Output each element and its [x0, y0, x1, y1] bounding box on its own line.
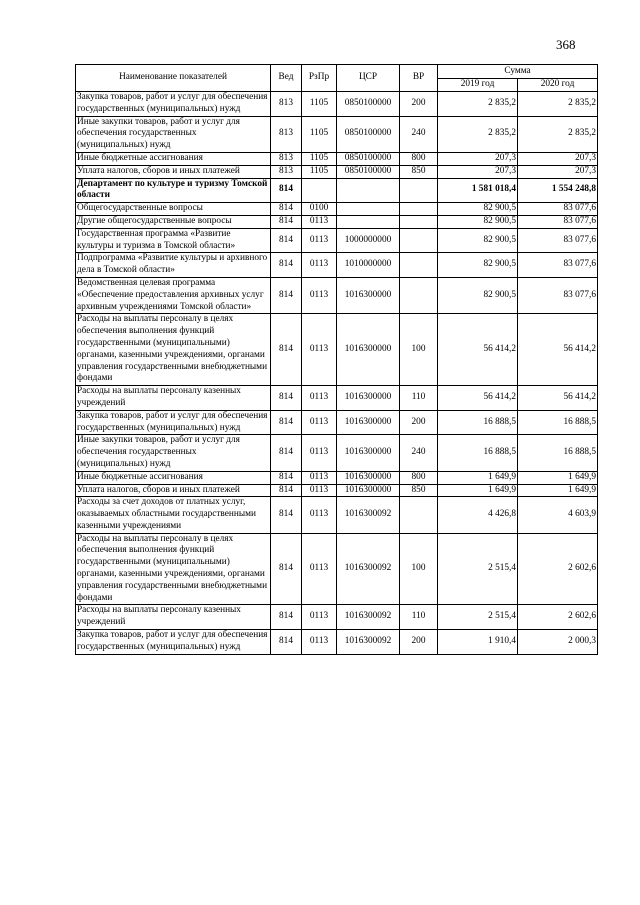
- cell-2020: 56 414,2: [518, 314, 598, 386]
- cell-2019: 1 649,9: [438, 484, 518, 497]
- cell-rzpr: 0113: [302, 228, 337, 253]
- cell-ved: 814: [271, 605, 302, 630]
- budget-table: [75, 64, 598, 655]
- cell-vr: 100: [400, 314, 438, 386]
- table-row: [76, 92, 598, 117]
- cell-csr: 1016300092: [337, 605, 400, 630]
- cell-2019: 82 900,5: [438, 215, 518, 228]
- cell-2019: 4 426,8: [438, 497, 518, 533]
- cell-vr: 850: [400, 484, 438, 497]
- cell-ved: 814: [271, 435, 302, 471]
- cell-2020: 16 888,5: [518, 410, 598, 435]
- cell-2019: 82 900,5: [438, 277, 518, 313]
- cell-ved: 814: [271, 630, 302, 655]
- cell-vr: 240: [400, 435, 438, 471]
- cell-ved: 814: [271, 314, 302, 386]
- cell-vr: [400, 228, 438, 253]
- cell-2019: 82 900,5: [438, 253, 518, 278]
- cell-name: Закупка товаров, работ и услуг для обеспечения государственных (муниципальных) нужд: [76, 92, 271, 117]
- cell-2019: 82 900,5: [438, 228, 518, 253]
- table-row: [76, 605, 598, 630]
- cell-ved: 813: [271, 165, 302, 178]
- cell-name: Общегосударственные вопросы: [76, 203, 271, 216]
- cell-name: Закупка товаров, работ и услуг для обеспечения государственных (муниципальных) нужд: [76, 630, 271, 655]
- cell-name: Иные бюджетные ассигнования: [76, 471, 271, 484]
- cell-2020: 2 602,6: [518, 605, 598, 630]
- cell-2020: 1 649,9: [518, 471, 598, 484]
- header-ved: Вед: [271, 65, 302, 92]
- cell-csr: 1016300000: [337, 386, 400, 411]
- table-row: [76, 277, 598, 313]
- cell-vr: [400, 203, 438, 216]
- cell-2020: 56 414,2: [518, 386, 598, 411]
- cell-csr: 1000000000: [337, 228, 400, 253]
- cell-rzpr: 0113: [302, 277, 337, 313]
- cell-2019: 2 835,2: [438, 116, 518, 152]
- cell-2020: 83 077,6: [518, 215, 598, 228]
- cell-name: Расходы на выплаты персоналу в целях обеспечения выполнения функций государственными (муниципальными) органами, казенными учреждениями, органами управления государственными внебюджетными фондами: [76, 314, 271, 386]
- cell-2019: 207,3: [438, 152, 518, 165]
- cell-2020: 83 077,6: [518, 253, 598, 278]
- cell-2020: 1 554 248,8: [518, 178, 598, 203]
- cell-name: Другие общегосударственные вопросы: [76, 215, 271, 228]
- cell-2020: 83 077,6: [518, 277, 598, 313]
- cell-rzpr: [302, 178, 337, 203]
- table-row: [76, 314, 598, 386]
- cell-csr: 1016300092: [337, 630, 400, 655]
- cell-vr: 240: [400, 116, 438, 152]
- cell-rzpr: 0113: [302, 484, 337, 497]
- cell-ved: 813: [271, 116, 302, 152]
- cell-name: Иные закупки товаров, работ и услуг для обеспечения государственных (муниципальных) нужд: [76, 435, 271, 471]
- cell-rzpr: 0113: [302, 253, 337, 278]
- cell-2019: 16 888,5: [438, 435, 518, 471]
- cell-rzpr: 1105: [302, 116, 337, 152]
- cell-name: Расходы за счет доходов от платных услуг, оказываемых областными государственными казенными учреждениями: [76, 497, 271, 533]
- cell-2020: 2 602,6: [518, 533, 598, 605]
- cell-rzpr: 0113: [302, 605, 337, 630]
- cell-ved: 813: [271, 152, 302, 165]
- table-row: [76, 386, 598, 411]
- cell-2019: 207,3: [438, 165, 518, 178]
- cell-vr: [400, 215, 438, 228]
- cell-csr: 0850100000: [337, 116, 400, 152]
- cell-2019: 56 414,2: [438, 314, 518, 386]
- table-row: [76, 471, 598, 484]
- cell-2020: 207,3: [518, 152, 598, 165]
- cell-name: Подпрограмма «Развитие культуры и архивного дела в Томской области»: [76, 253, 271, 278]
- cell-name: Департамент по культуре и туризму Томской области: [76, 178, 271, 203]
- cell-name: Расходы на выплаты персоналу казенных учреждений: [76, 386, 271, 411]
- cell-csr: 1016300000: [337, 410, 400, 435]
- cell-name: Иные закупки товаров, работ и услуг для обеспечения государственных (муниципальных) нужд: [76, 116, 271, 152]
- cell-2020: 2 000,3: [518, 630, 598, 655]
- cell-csr: [337, 215, 400, 228]
- table-row: [76, 533, 598, 605]
- cell-rzpr: 0113: [302, 630, 337, 655]
- cell-2020: 2 835,2: [518, 92, 598, 117]
- cell-csr: 1016300000: [337, 484, 400, 497]
- cell-rzpr: 0100: [302, 203, 337, 216]
- cell-ved: 814: [271, 253, 302, 278]
- cell-csr: 1016300000: [337, 314, 400, 386]
- cell-name: Государственная программа «Развитие культуры и туризма в Томской области»: [76, 228, 271, 253]
- cell-csr: 1016300000: [337, 435, 400, 471]
- cell-rzpr: 1105: [302, 152, 337, 165]
- cell-vr: 200: [400, 92, 438, 117]
- cell-2020: 2 835,2: [518, 116, 598, 152]
- cell-ved: 814: [271, 215, 302, 228]
- cell-vr: 110: [400, 386, 438, 411]
- table-row: [76, 116, 598, 152]
- cell-vr: [400, 253, 438, 278]
- page-number: 368: [556, 37, 576, 52]
- cell-2020: 4 603,9: [518, 497, 598, 533]
- table-row: [76, 630, 598, 655]
- cell-csr: 1016300092: [337, 533, 400, 605]
- cell-rzpr: 0113: [302, 497, 337, 533]
- cell-csr: 0850100000: [337, 152, 400, 165]
- cell-2020: 207,3: [518, 165, 598, 178]
- cell-rzpr: 0113: [302, 435, 337, 471]
- cell-rzpr: 0113: [302, 533, 337, 605]
- cell-csr: [337, 178, 400, 203]
- cell-name: Уплата налогов, сборов и иных платежей: [76, 165, 271, 178]
- cell-ved: 814: [271, 277, 302, 313]
- cell-name: Ведомственная целевая программа «Обеспечение предоставления архивных услуг архивным учреждениями Томской области»: [76, 277, 271, 313]
- cell-name: Уплата налогов, сборов и иных платежей: [76, 484, 271, 497]
- cell-csr: 1016300000: [337, 277, 400, 313]
- cell-name: Расходы на выплаты персоналу в целях обеспечения выполнения функций государственными (муниципальными) органами, казенными учреждениями, органами управления государственными внебюджетными фондами: [76, 533, 271, 605]
- header-vr: ВР: [400, 65, 438, 92]
- table-row: [76, 178, 598, 203]
- cell-ved: 814: [271, 533, 302, 605]
- cell-csr: 1010000000: [337, 253, 400, 278]
- header-2019: 2019 год: [438, 79, 518, 92]
- cell-csr: [337, 203, 400, 216]
- cell-2019: 2 515,4: [438, 533, 518, 605]
- cell-2020: 83 077,6: [518, 203, 598, 216]
- header-name: Наименование показателей: [76, 65, 271, 92]
- cell-vr: [400, 178, 438, 203]
- cell-2019: 2 515,4: [438, 605, 518, 630]
- cell-rzpr: 0113: [302, 471, 337, 484]
- cell-rzpr: 1105: [302, 165, 337, 178]
- table-row: [76, 152, 598, 165]
- cell-vr: [400, 497, 438, 533]
- table-row: [76, 228, 598, 253]
- cell-2019: 1 910,4: [438, 630, 518, 655]
- cell-rzpr: 0113: [302, 410, 337, 435]
- cell-2019: 16 888,5: [438, 410, 518, 435]
- cell-2019: 2 835,2: [438, 92, 518, 117]
- cell-2020: 83 077,6: [518, 228, 598, 253]
- cell-vr: [400, 277, 438, 313]
- cell-ved: 814: [271, 178, 302, 203]
- cell-vr: 800: [400, 471, 438, 484]
- cell-csr: 1016300000: [337, 471, 400, 484]
- cell-vr: 100: [400, 533, 438, 605]
- cell-ved: 814: [271, 497, 302, 533]
- cell-name: Расходы на выплаты персоналу казенных учреждений: [76, 605, 271, 630]
- cell-2020: 16 888,5: [518, 435, 598, 471]
- cell-rzpr: 0113: [302, 215, 337, 228]
- cell-2020: 1 649,9: [518, 484, 598, 497]
- table-row: [76, 215, 598, 228]
- table-row: [76, 253, 598, 278]
- cell-vr: 850: [400, 165, 438, 178]
- cell-2019: 82 900,5: [438, 203, 518, 216]
- table-body: [76, 92, 598, 655]
- table-row: [76, 410, 598, 435]
- header-csr: ЦСР: [337, 65, 400, 92]
- cell-2019: 56 414,2: [438, 386, 518, 411]
- table-row: [76, 497, 598, 533]
- cell-2019: 1 649,9: [438, 471, 518, 484]
- cell-ved: 814: [271, 386, 302, 411]
- cell-ved: 814: [271, 228, 302, 253]
- header-sum: Сумма: [438, 65, 598, 79]
- cell-rzpr: 0113: [302, 314, 337, 386]
- cell-name: Иные бюджетные ассигнования: [76, 152, 271, 165]
- table-row: [76, 203, 598, 216]
- cell-vr: 200: [400, 630, 438, 655]
- cell-ved: 814: [271, 471, 302, 484]
- cell-ved: 814: [271, 203, 302, 216]
- cell-vr: 110: [400, 605, 438, 630]
- table-row: [76, 165, 598, 178]
- header-rzpr: РзПр: [302, 65, 337, 92]
- cell-vr: 800: [400, 152, 438, 165]
- table-row: [76, 484, 598, 497]
- cell-csr: 0850100000: [337, 92, 400, 117]
- cell-vr: 200: [400, 410, 438, 435]
- cell-ved: 814: [271, 484, 302, 497]
- table-row: [76, 435, 598, 471]
- cell-2019: 1 581 018,4: [438, 178, 518, 203]
- cell-rzpr: 1105: [302, 92, 337, 117]
- cell-csr: 1016300092: [337, 497, 400, 533]
- cell-csr: 0850100000: [337, 165, 400, 178]
- cell-rzpr: 0113: [302, 386, 337, 411]
- cell-ved: 814: [271, 410, 302, 435]
- cell-name: Закупка товаров, работ и услуг для обеспечения государственных (муниципальных) нужд: [76, 410, 271, 435]
- header-2020: 2020 год: [518, 79, 598, 92]
- cell-ved: 813: [271, 92, 302, 117]
